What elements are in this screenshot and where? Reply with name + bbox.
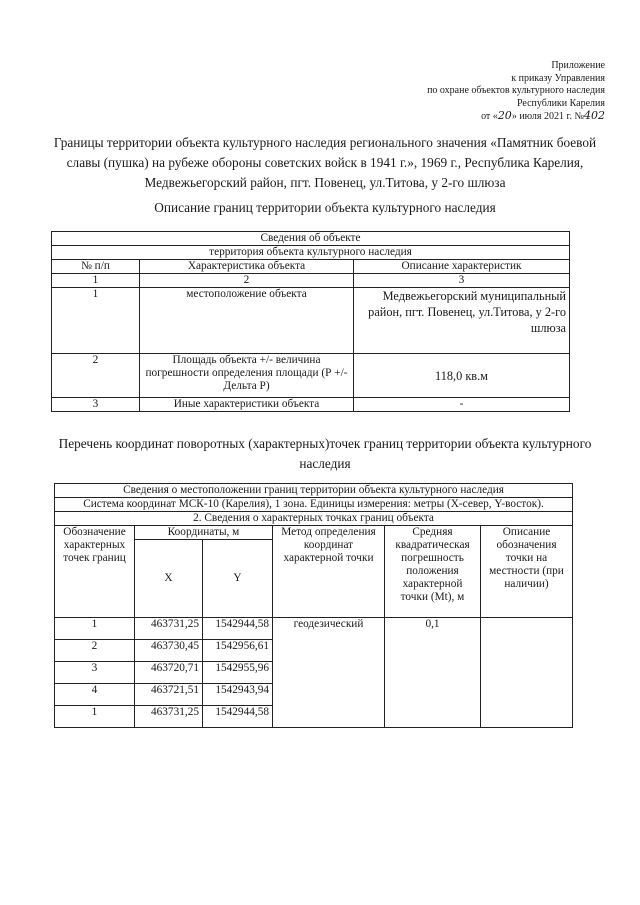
object-info-table <box>51 231 570 412</box>
coord-x: 463720,71 <box>135 662 203 684</box>
coord-x: 463730,45 <box>135 640 203 662</box>
table2-section-header: 2. Сведения о характерных точках границ объекта <box>55 512 573 526</box>
date-prefix: от « <box>481 111 498 123</box>
row-num: 1 <box>52 288 140 354</box>
point-id: 3 <box>55 662 135 684</box>
row-num: 3 <box>52 398 140 412</box>
section2-title: Перечень координат поворотных (характерных)точек границ территории объекта культурного наследия <box>58 436 592 471</box>
date-day: 20 <box>497 109 512 123</box>
col-number: 2 <box>140 274 354 288</box>
appendix-line: по охране объектов культурного наследия <box>427 85 605 97</box>
point-id: 1 <box>55 618 135 640</box>
coord-y: 1542944,58 <box>203 618 273 640</box>
coordinates-table <box>54 483 573 728</box>
table2-coord-system: Система координат МСК-10 (Карелия), 1 зона. Единицы измерения: метры (X-север, Y-восток). <box>55 498 573 512</box>
date-mid: » июля 2021 г. № <box>511 111 584 123</box>
table1-subheader: территория объекта культурного наследия <box>52 246 570 260</box>
row-characteristic: местоположение объекта <box>140 288 354 354</box>
col-header-description: Описание характеристик <box>354 260 570 274</box>
col-header-error: Средняя квадратическая погрешность положения характерной точки (Mt), м <box>385 526 481 618</box>
col-header-x: X <box>135 540 203 618</box>
point-id: 1 <box>55 706 135 728</box>
point-id: 2 <box>55 640 135 662</box>
table-row <box>52 354 570 398</box>
appendix-header <box>427 60 605 124</box>
coord-x: 463731,25 <box>135 706 203 728</box>
appendix-line: Республики Карелия <box>516 97 605 109</box>
point-id: 4 <box>55 684 135 706</box>
appendix-line: к приказу Управления <box>511 72 605 84</box>
table-row <box>55 618 573 640</box>
col-header-num: № п/п <box>52 260 140 274</box>
row-description: 118,0 кв.м <box>354 354 570 398</box>
col-number: 1 <box>52 274 140 288</box>
col-header-method: Метод определения координат характерной точки <box>273 526 385 618</box>
coord-x: 463721,51 <box>135 684 203 706</box>
section1-title: Описание границ территории объекта культурного наследия <box>154 200 496 215</box>
row-characteristic: Иные характеристики объекта <box>140 398 354 412</box>
row-num: 2 <box>52 354 140 398</box>
row-characteristic: Площадь объекта +/- величина погрешности определения площади (Р +/- Дельта Р) <box>140 354 354 398</box>
col-header-point: Обозначение характерных точек границ <box>55 526 135 618</box>
table1-header: Сведения об объекте <box>52 232 570 246</box>
appendix-date <box>427 110 605 124</box>
coord-x: 463731,25 <box>135 618 203 640</box>
row-description: Медвежьегорский муниципальный район, пгт. Повенец, ул.Титова, у 2-го шлюза <box>354 288 570 354</box>
col-header-y: Y <box>203 540 273 618</box>
coord-y: 1542943,94 <box>203 684 273 706</box>
col-header-characteristic: Характеристика объекта <box>140 260 354 274</box>
table-row <box>52 288 570 354</box>
col-header-point-desc: Описание обозначения точки на местности (при наличии) <box>481 526 573 618</box>
col-header-coords: Координаты, м <box>135 526 273 540</box>
coord-y: 1542944,58 <box>203 706 273 728</box>
row-description: - <box>354 398 570 412</box>
method-cell: геодезический <box>273 618 385 728</box>
coord-y: 1542955,96 <box>203 662 273 684</box>
col-number: 3 <box>354 274 570 288</box>
order-number: 402 <box>584 109 605 123</box>
error-cell: 0,1 <box>385 618 481 728</box>
document-title: Границы территории объекта культурного наследия регионального значения «Памятник боевой славы (пушка) на рубеже обороны советских войск в 1941 г.», 1969 г., Республика Карелия, Медвежьегорский район, пгт. Повенец, ул.Титова, у 2-го шлюза <box>53 135 597 190</box>
table-row <box>52 398 570 412</box>
coord-y: 1542956,61 <box>203 640 273 662</box>
table2-header: Сведения о местоположении границ территории объекта культурного наследия <box>55 484 573 498</box>
point-desc-cell <box>481 618 573 728</box>
appendix-line: Приложение <box>551 60 605 71</box>
